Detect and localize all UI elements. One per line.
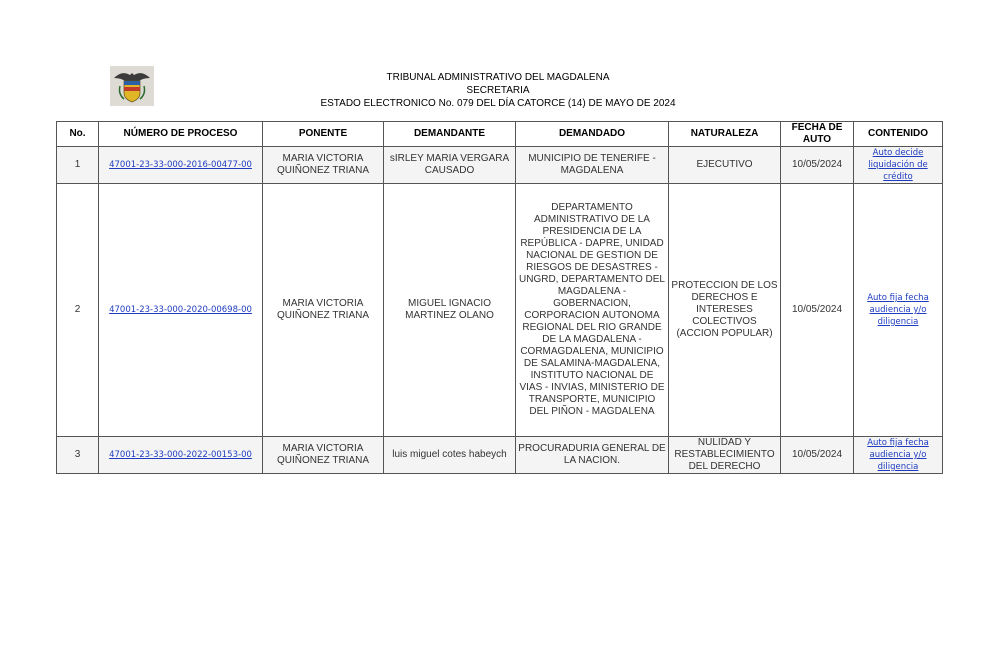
row-contenido: [854, 147, 943, 184]
proceso-link[interactable]: 47001-23-33-000-2016-00477-00: [109, 160, 252, 170]
header-no: No.: [57, 122, 99, 147]
row-fecha-auto: 10/05/2024: [781, 437, 854, 474]
table-row: [57, 437, 943, 474]
table-header-row: [57, 122, 943, 147]
row-numero-proceso: [99, 437, 263, 474]
proceso-link[interactable]: 47001-23-33-000-2022-00153-00: [109, 450, 252, 460]
row-naturaleza: NULIDAD Y RESTABLECIMIENTO DEL DERECHO: [669, 437, 781, 474]
row-fecha-auto: 10/05/2024: [781, 147, 854, 184]
header-contenido: CONTENIDO: [854, 122, 943, 147]
contenido-link[interactable]: Auto fija fecha audiencia y/o diligencia: [867, 293, 929, 327]
row-demandante: sIRLEY MARIA VERGARA CAUSADO: [384, 147, 516, 184]
row-no: 2: [57, 184, 99, 437]
row-ponente: MARIA VICTORIA QUIÑONEZ TRIANA: [263, 184, 384, 437]
row-numero-proceso: [99, 184, 263, 437]
header-demandante: DEMANDANTE: [384, 122, 516, 147]
header-ponente: PONENTE: [263, 122, 384, 147]
row-ponente: MARIA VICTORIA QUIÑONEZ TRIANA: [263, 147, 384, 184]
contenido-link[interactable]: Auto decide liquidación de crédito: [868, 148, 928, 182]
document-header: [300, 71, 696, 110]
header-fecha-auto: FECHA DE AUTO: [781, 122, 854, 147]
row-demandante: luis miguel cotes habeych: [384, 437, 516, 474]
row-numero-proceso: [99, 147, 263, 184]
row-demandado: MUNICIPIO DE TENERIFE - MAGDALENA: [516, 147, 669, 184]
proceso-link[interactable]: 47001-23-33-000-2020-00698-00: [109, 305, 252, 315]
row-demandado: DEPARTAMENTO ADMINISTRATIVO DE LA PRESIDENCIA DE LA REPÚBLICA - DAPRE, UNIDAD NACIONAL DE GESTION DE RIESGOS DE DESASTRES - UNGRD, DEPARTAMENTO DEL MAGDALENA - GOBERNACION, CORPORACION AUTONOMA REGIONAL DEL RIO GRANDE DE LA MAGDALENA - CORMAGDALENA, MUNICIPIO DE SALAMINA-MAGDALENA, INSTITUTO NACIONAL DE VIAS - INVIAS, MINISTERIO DE TRANSPORTE, MUNICIPIO DEL PIÑON - MAGDALENA: [516, 184, 669, 437]
row-no: 1: [57, 147, 99, 184]
row-demandante: MIGUEL IGNACIO MARTINEZ OLANO: [384, 184, 516, 437]
row-no: 3: [57, 437, 99, 474]
secretaria-title: SECRETARIA: [466, 85, 530, 96]
row-naturaleza: EJECUTIVO: [669, 147, 781, 184]
header-naturaleza: NATURALEZA: [669, 122, 781, 147]
row-fecha-auto: 10/05/2024: [781, 184, 854, 437]
row-contenido: [854, 184, 943, 437]
row-naturaleza: PROTECCION DE LOS DERECHOS E INTERESES COLECTIVOS (ACCION POPULAR): [669, 184, 781, 437]
estado-table: [56, 121, 943, 474]
header-numero-proceso: NÚMERO DE PROCESO: [99, 122, 263, 147]
row-demandado: PROCURADURIA GENERAL DE LA NACION.: [516, 437, 669, 474]
row-ponente: MARIA VICTORIA QUIÑONEZ TRIANA: [263, 437, 384, 474]
estado-title: ESTADO ELECTRONICO No. 079 DEL DÍA CATORCE (14) DE MAYO DE 2024: [320, 98, 676, 109]
contenido-link[interactable]: Auto fija fecha audiencia y/o diligencia: [867, 438, 929, 472]
tribunal-title: TRIBUNAL ADMINISTRATIVO DEL MAGDALENA: [386, 72, 610, 83]
table-row: [57, 184, 943, 437]
colombia-coat-of-arms-image: [110, 66, 154, 106]
table-row: [57, 147, 943, 184]
row-contenido: [854, 437, 943, 474]
header-demandado: DEMANDADO: [516, 122, 669, 147]
